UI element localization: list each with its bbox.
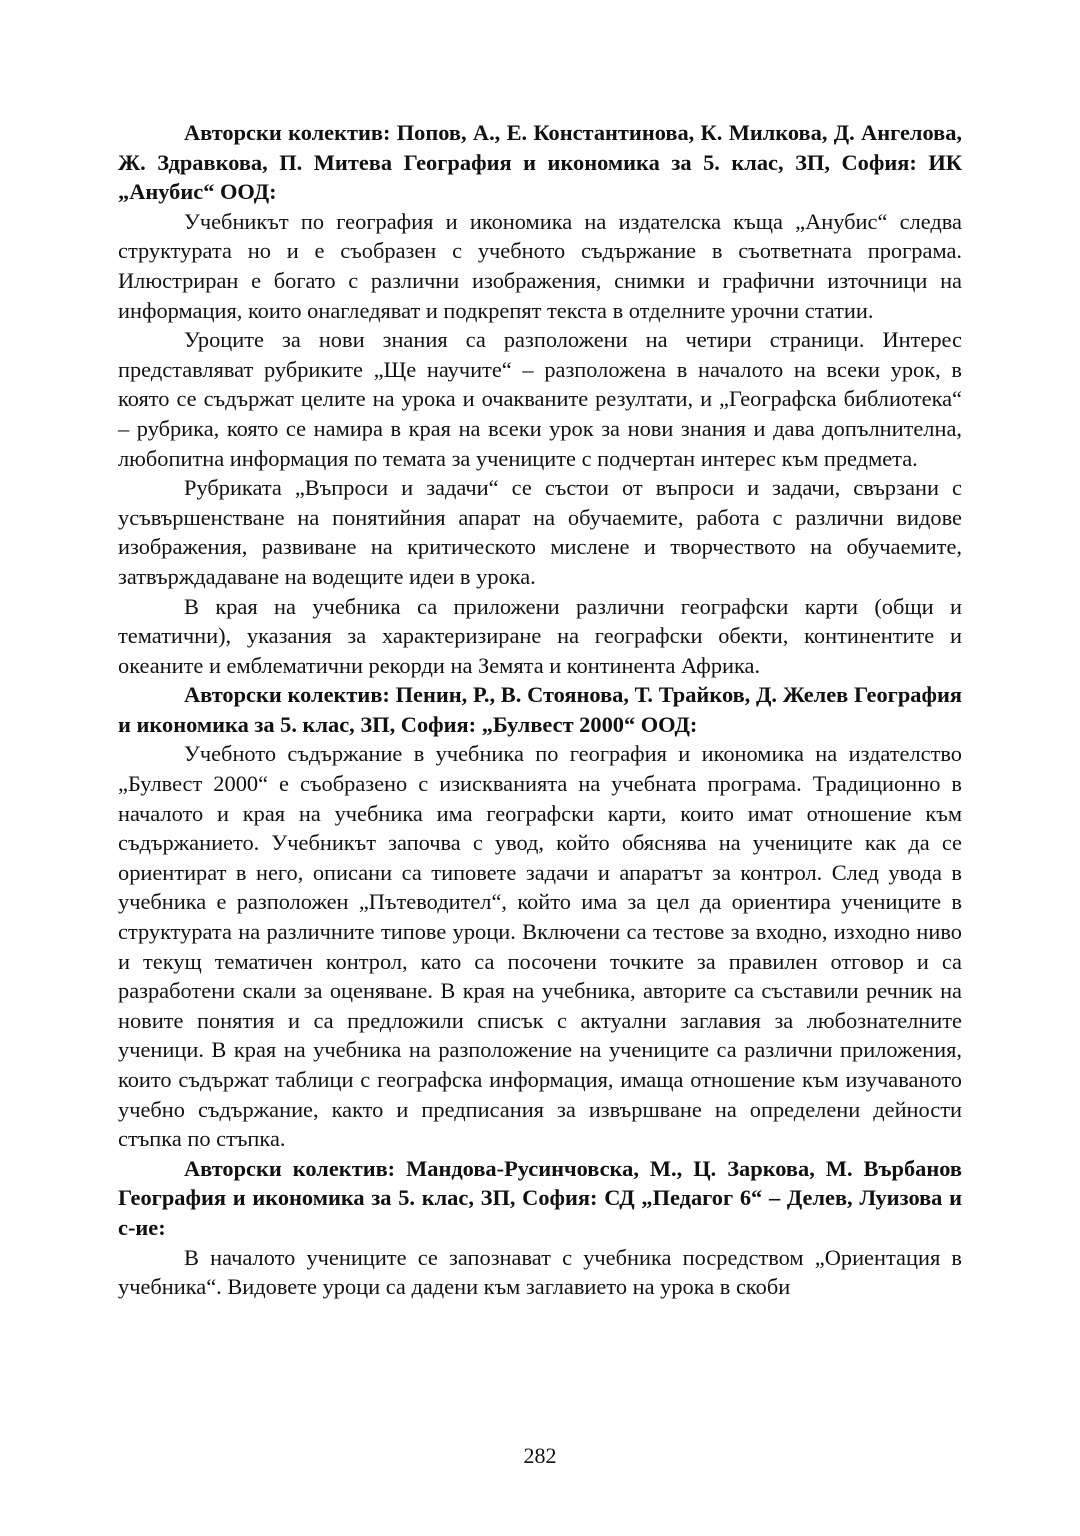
paragraph-pedagog-intro: В началото учениците се запознават с учебника посредством „Ориентация в учебника“. Видовете уроци са дадени към заглавието на урока в скоби <box>118 1244 962 1300</box>
section-heading-anubis: Авторски колектив: Попов, А., Е. Константинова, К. Милкова, Д. Ангелова, Ж. Здравкова, П. Митева География и икономика за 5. клас, ЗП, София: ИК „Анубис“ ООД: <box>118 120 962 205</box>
paragraph-anubis-questions: Рубриката „Въпроси и задачи“ се състои от въпроси и задачи, свързани с усъвършенстване на понятийния апарат на обучаемите, работа с различни видове изображения, развиване на критическото мислене и творчеството на обучаемите, затвърждадаване на водещите идеи в урока. <box>118 475 962 589</box>
paragraph-bulvest-overview: Учебното съдържание в учебника по география и икономика на издателство „Булвест 2000“ е съобразено с изискванията на учебната програма. Традиционно в началото и края на учебника има географски карти, които имат отношение към съдържанието. Учебникът започва с увод, който обяснява на учениците как да се ориентират в него, описани са типовете задачи и апаратът за контрол. След увода в учебника е разположен „Пътеводител“, който има за цел да ориентира учениците в структурата на различните типове уроци. Включени са тестове за входно, изходно ниво и текущ тематичен контрол, като са посочени точките за правилен отговор и са разработени скали за оценяване. В края на учебника, авторите са съставили речник на новите понятия и са предложили списък с актуални заглавия за любознателните ученици. В края на учебника на разположение на учениците са различни приложения, които съдържат таблици с географска информация, имаща отношение към изучаваното учебно съдържание, както и предписания за извършване на определени дейности стъпка по стъпка. <box>118 741 962 1152</box>
page-body <box>118 118 962 1302</box>
section-heading-bulvest: Авторски колектив: Пенин, Р., В. Стоянова, Т. Трайков, Д. Желев География и икономика за 5. клас, ЗП, София: „Булвест 2000“ ООД: <box>118 682 962 737</box>
paragraph-anubis-lessons: Уроците за нови знания са разположени на четири страници. Интерес представляват рубриките „Ще научите“ – разположена в началото на всеки урок, в която се съдържат целите на урока и очакваните резултати, и „Географска библиотека“ – рубрика, която се намира в края на всеки урок за нови знания и дава допълнителна, любопитна информация по темата за учениците с подчертан интерес към предмета. <box>118 327 962 471</box>
section-heading-pedagog: Авторски колектив: Мандова-Русинчовска, М., Ц. Заркова, М. Върбанов География и икономика за 5. клас, ЗП, София: СД „Педагог 6“ – Делев, Луизова и с-ие: <box>118 1155 962 1240</box>
page-number: 282 <box>523 1443 557 1468</box>
paragraph-anubis-appendix: В края на учебника са приложени различни географски карти (общи и тематични), указания за характеризиране на географски обекти, континентите и океаните и емблематични рекорди на Земята и континента Африка. <box>118 593 962 678</box>
paragraph-anubis-overview: Учебникът по география и икономика на издателска къща „Анубис“ следва структурата но и е съобразен с учебното съдържание в съответната програма. Илюстриран е богато с различни изображения, снимки и графични източници на информация, които онагледяват и подкрепят текста в отделните урочни статии. <box>118 208 962 323</box>
